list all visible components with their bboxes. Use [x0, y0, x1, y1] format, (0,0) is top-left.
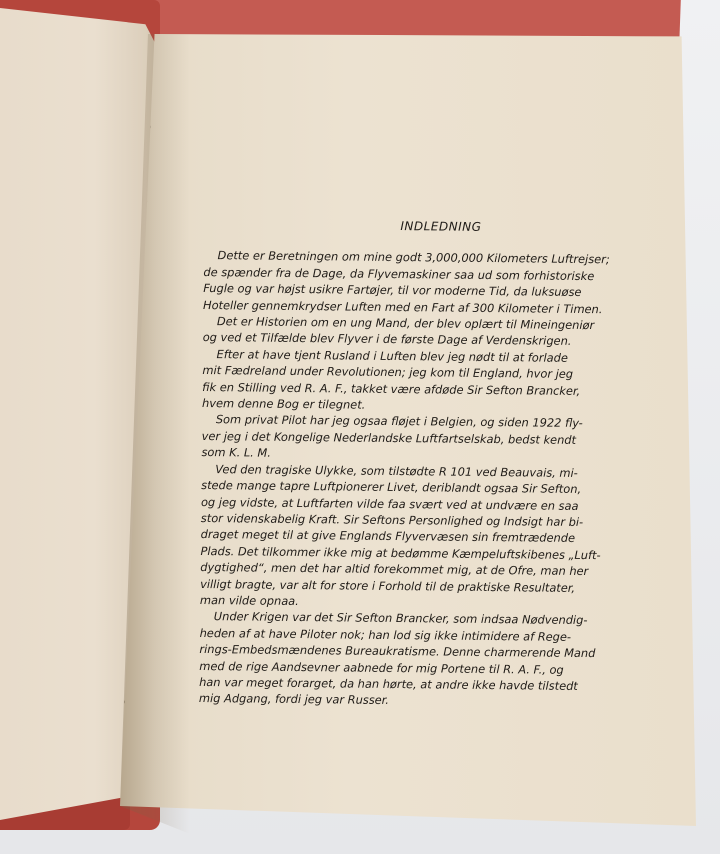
- text-line: hvem denne Bog er tilegnet.: [201, 396, 366, 412]
- text-line: ver jeg i det Kongelige Nederlandske Luftfartselskab, bedst kendt: [201, 428, 577, 447]
- text-line: dygtighed“, men det har altid forekommet mig, at de Ofre, man her: [200, 560, 589, 579]
- text-line: Fugle og var højst usikre Fartøjer, til vor moderne Tid, da luksuøse: [203, 281, 582, 300]
- text-line: heden af at have Piloter nok; han lod sig ikke intimidere af Rege-: [199, 625, 572, 644]
- text-line: som K. L. M.: [201, 445, 271, 460]
- text-line: draget meget til at give Englands Flyvervæsen sin fremtrædende: [200, 527, 576, 546]
- text-line: mit Fædreland under Revolutionen; jeg kom til England, hvor jeg: [202, 363, 574, 382]
- text-line: Ved den tragiske Ulykke, som tilstødte R 101 ved Beauvais, mi-: [215, 461, 578, 480]
- text-line: han var meget forarget, da han hørte, at andre ikke havde tilstedt: [199, 674, 578, 693]
- text-line: villigt bragte, var alt for store i Forhold til de praktiske Resultater,: [200, 576, 576, 595]
- text-line: stor videnskabelig Kraft. Sir Seftons Personlighed og Indsigt har bi-: [200, 510, 584, 529]
- paragraph: [199, 608, 674, 711]
- chapter-heading: INDLEDNING: [400, 219, 482, 234]
- text-line: stede mange tapre Luftpionerer Livet, deriblandt ogsaa Sir Sefton,: [201, 478, 582, 497]
- paragraph: [201, 411, 675, 465]
- text-line: med de rige Aandsevner aabnede for mig Portene til R. A. F., og: [199, 658, 564, 677]
- text-line: rings-Embedsmændenes Bureaukratisme. Denne charmerende Mand: [199, 642, 596, 661]
- text-line: de spænder fra de Dage, da Flyvemaskiner saa ud som forhistoriske: [203, 264, 595, 283]
- paragraph: [203, 313, 677, 351]
- text-line: Efter at have tjent Rusland i Luften blev jeg nødt til at forlade: [216, 346, 568, 365]
- text-line: mig Adgang, fordi jeg var Russer.: [198, 691, 390, 708]
- paragraph: [200, 461, 676, 614]
- text-line: Dette er Beretningen om mine godt 3,000,000 Kilometers Luftrejser;: [217, 248, 610, 267]
- text-line: fik en Stilling ved R. A. F., takket være afdøde Sir Sefton Brancker,: [202, 379, 581, 398]
- text-line: Under Krigen var det Sir Sefton Brancker, som indsaa Nødvendig-: [213, 609, 588, 628]
- text-line: Hoteller gennemkrydser Luften med en Fart af 300 Kilometer i Timen.: [202, 297, 603, 316]
- text-line: Plads. Det tilkommer ikke mig at bedømme Kæmpeluftskibenes „Luft-: [200, 543, 601, 562]
- text-line: Som privat Pilot har jeg ogsaa fløjet i Belgien, og siden 1922 fly-: [215, 412, 583, 431]
- text-line: Det er Historien om en ung Mand, der blev oplært til Mineingeniør: [216, 314, 595, 333]
- text-line: man vilde opnaa.: [199, 592, 299, 608]
- text-line: og ved et Tilfælde blev Flyver i de første Dage af Verdenskrigen.: [202, 330, 572, 349]
- paragraph: [203, 247, 678, 318]
- page-text: [199, 216, 678, 712]
- text-line: og jeg vidste, at Luftfarten vilde faa svært ved at undvære en saa: [200, 494, 579, 513]
- paragraph: [202, 346, 677, 417]
